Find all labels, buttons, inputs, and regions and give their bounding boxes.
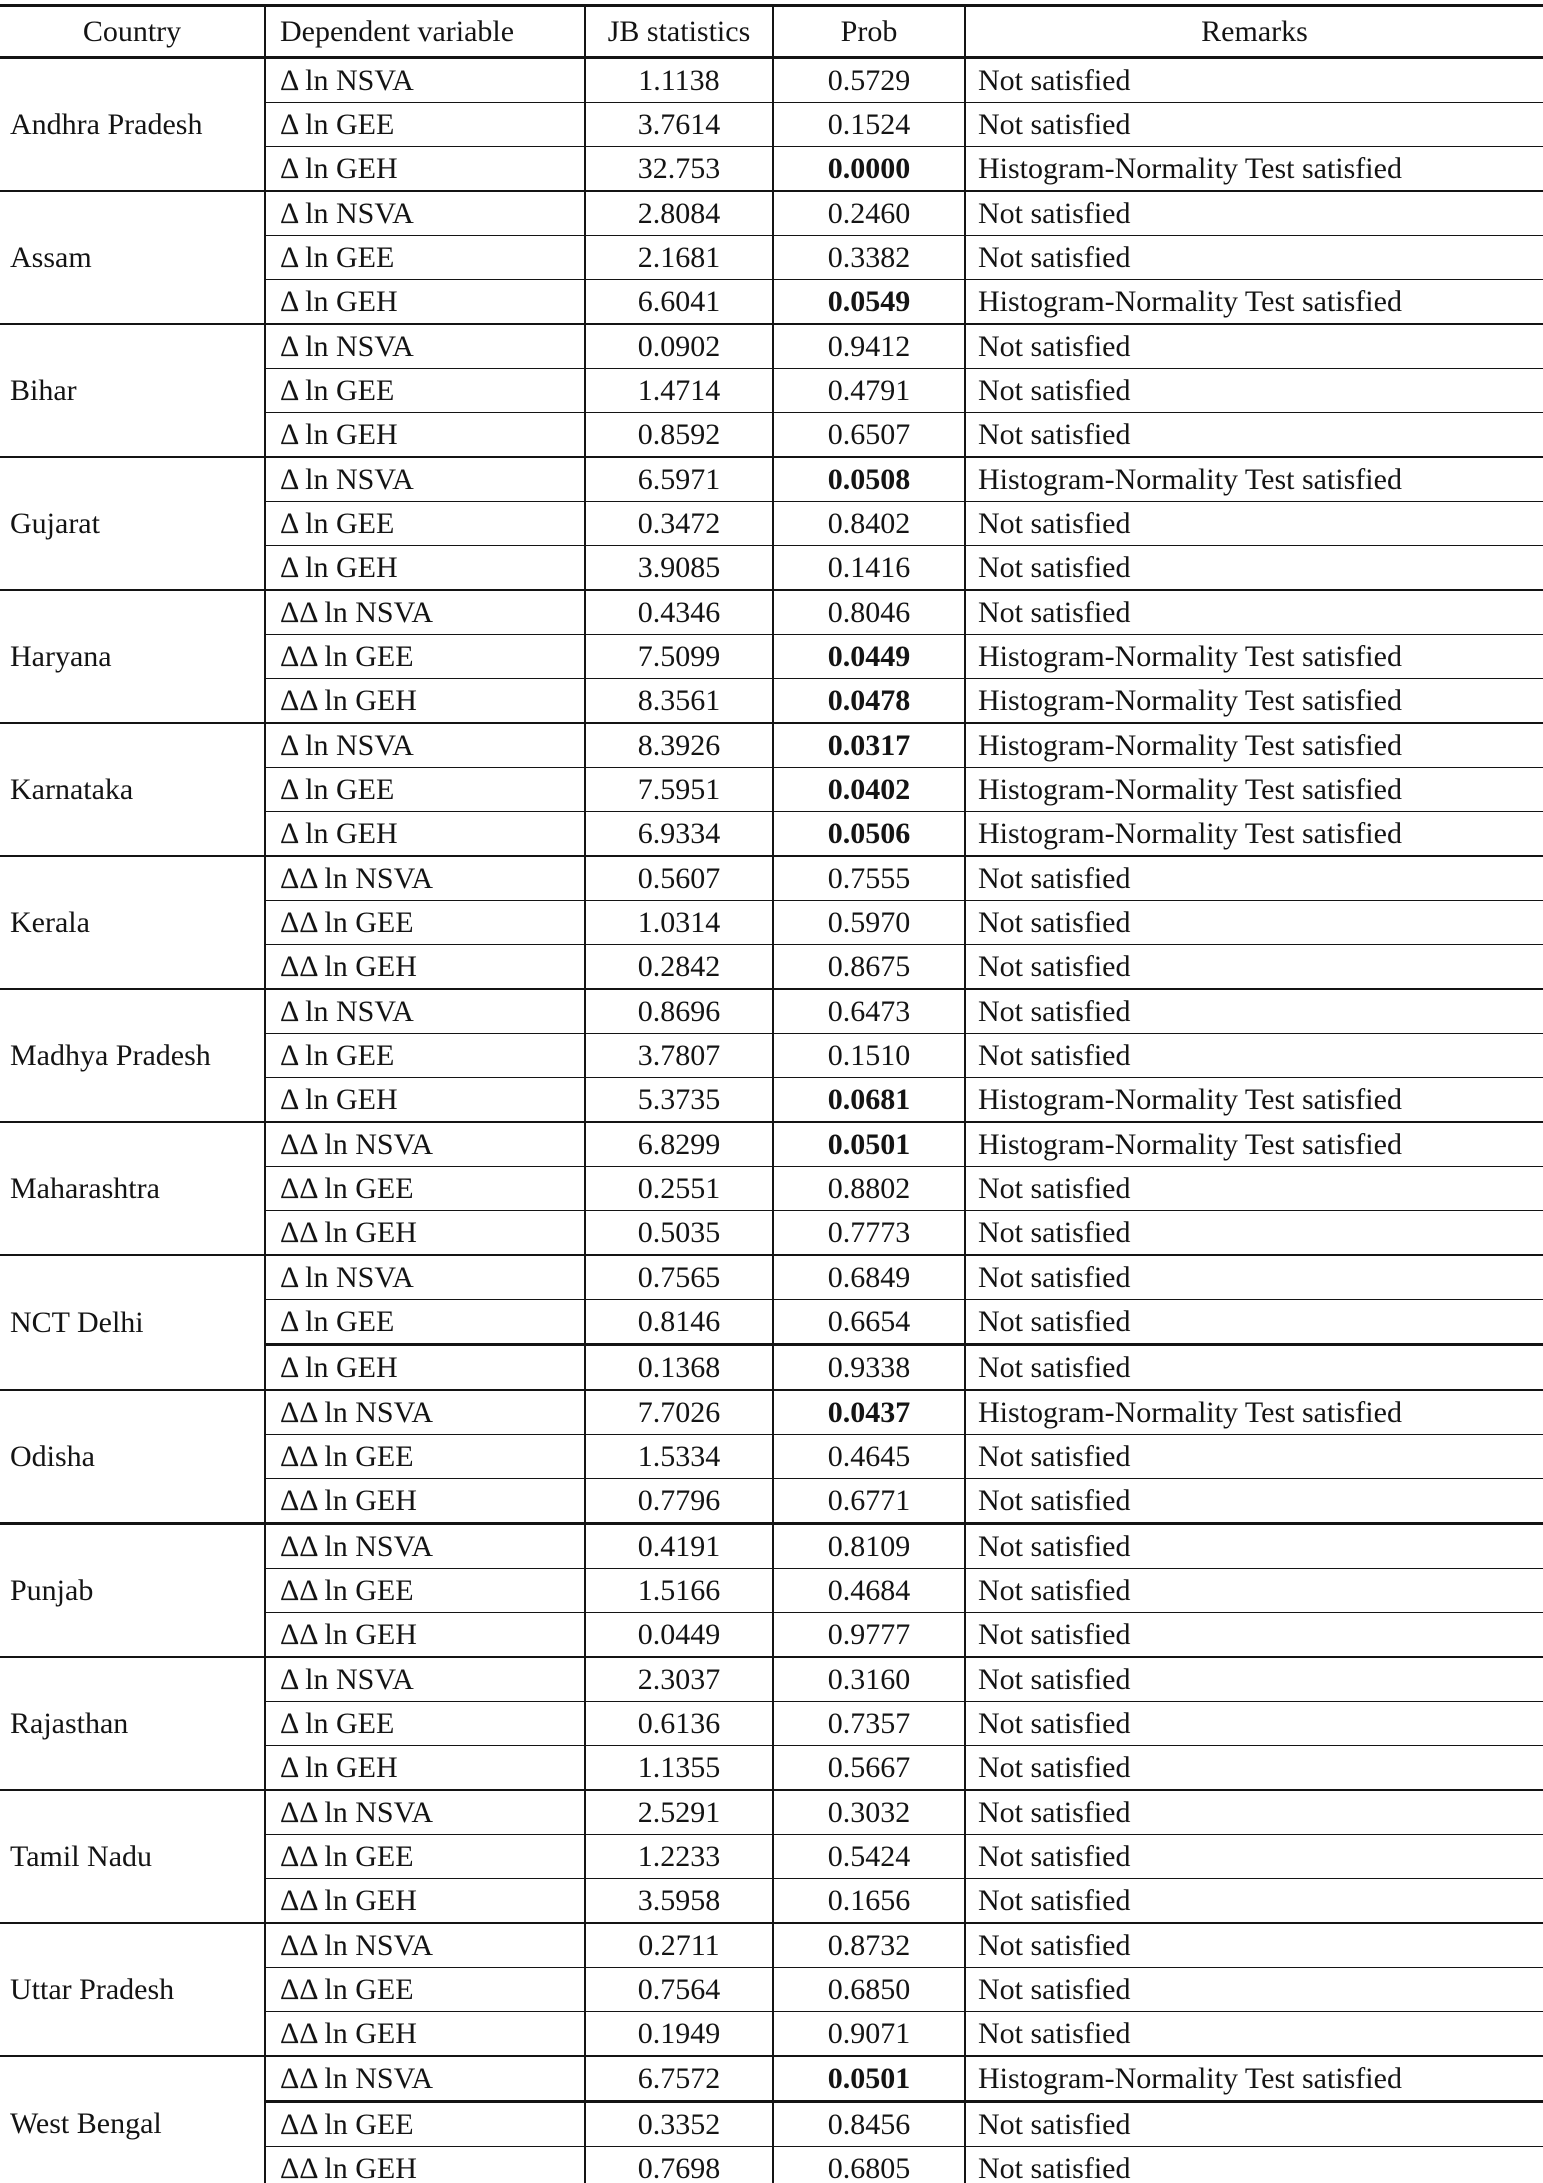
jb-statistic-cell: 0.7564 (585, 1968, 773, 2012)
dependent-variable-cell: ΔΔ ln GEE (265, 1835, 585, 1879)
dependent-variable-cell: Δ ln NSVA (265, 457, 585, 502)
remark-cell: Histogram-Normality Test satisfied (965, 723, 1543, 768)
jb-statistic-cell: 1.1355 (585, 1746, 773, 1791)
jb-statistic-cell: 0.5607 (585, 856, 773, 901)
dependent-variable-cell: ΔΔ ln NSVA (265, 590, 585, 635)
prob-cell: 0.5970 (773, 901, 965, 945)
remark-cell: Not satisfied (965, 1479, 1543, 1524)
remark-cell: Not satisfied (965, 1613, 1543, 1658)
dependent-variable-cell: ΔΔ ln GEE (265, 901, 585, 945)
remark-cell: Histogram-Normality Test satisfied (965, 2056, 1543, 2102)
country-cell: Bihar (0, 324, 265, 457)
remark-cell: Not satisfied (965, 502, 1543, 546)
dependent-variable-cell: ΔΔ ln GEH (265, 679, 585, 724)
dependent-variable-cell: ΔΔ ln GEH (265, 1879, 585, 1924)
jb-statistic-cell: 0.2842 (585, 945, 773, 990)
jb-statistic-cell: 8.3561 (585, 679, 773, 724)
dependent-variable-cell: ΔΔ ln NSVA (265, 2056, 585, 2102)
prob-cell: 0.6507 (773, 413, 965, 458)
remark-cell: Histogram-Normality Test satisfied (965, 812, 1543, 857)
dependent-variable-cell: Δ ln GEE (265, 502, 585, 546)
remark-cell: Not satisfied (965, 901, 1543, 945)
prob-cell: 0.4684 (773, 1569, 965, 1613)
prob-cell: 0.6850 (773, 1968, 965, 2012)
prob-cell: 0.1524 (773, 103, 965, 147)
remark-cell: Not satisfied (965, 1702, 1543, 1746)
country-cell: Tamil Nadu (0, 1790, 265, 1923)
jb-statistic-cell: 2.1681 (585, 236, 773, 280)
country-cell: NCT Delhi (0, 1255, 265, 1390)
dependent-variable-cell: ΔΔ ln NSVA (265, 856, 585, 901)
jb-statistic-cell: 6.9334 (585, 812, 773, 857)
remark-cell: Not satisfied (965, 945, 1543, 990)
jb-statistic-cell: 2.8084 (585, 191, 773, 236)
jb-statistic-cell: 1.5166 (585, 1569, 773, 1613)
dependent-variable-cell: Δ ln NSVA (265, 191, 585, 236)
dependent-variable-cell: Δ ln GEE (265, 103, 585, 147)
country-cell: West Bengal (0, 2056, 265, 2183)
table-row (0, 1524, 1543, 1569)
dependent-variable-cell: ΔΔ ln GEE (265, 1167, 585, 1211)
jb-statistic-cell: 32.753 (585, 147, 773, 192)
remark-cell: Not satisfied (965, 1790, 1543, 1835)
jb-statistic-cell: 3.5958 (585, 1879, 773, 1924)
jb-statistic-cell: 7.7026 (585, 1390, 773, 1435)
prob-cell: 0.7773 (773, 1211, 965, 1256)
country-cell: Haryana (0, 590, 265, 723)
country-cell: Kerala (0, 856, 265, 989)
prob-cell: 0.0549 (773, 280, 965, 325)
remark-cell: Not satisfied (965, 1034, 1543, 1078)
column-header-jb-statistics: JB statistics (585, 6, 773, 58)
dependent-variable-cell: ΔΔ ln NSVA (265, 1122, 585, 1167)
prob-cell: 0.9071 (773, 2012, 965, 2057)
prob-cell: 0.3032 (773, 1790, 965, 1835)
prob-cell: 0.0478 (773, 679, 965, 724)
table-row (0, 2056, 1543, 2102)
jb-normality-test-table (0, 4, 1543, 2183)
dependent-variable-cell: ΔΔ ln GEE (265, 1968, 585, 2012)
remark-cell: Not satisfied (965, 103, 1543, 147)
column-header-dependent-variable: Dependent variable (265, 6, 585, 58)
country-cell: Karnataka (0, 723, 265, 856)
remark-cell: Not satisfied (965, 856, 1543, 901)
jb-statistic-cell: 0.7565 (585, 1255, 773, 1300)
remark-cell: Histogram-Normality Test satisfied (965, 635, 1543, 679)
remark-cell: Not satisfied (965, 546, 1543, 591)
jb-statistic-cell: 0.8146 (585, 1300, 773, 1345)
dependent-variable-cell: ΔΔ ln NSVA (265, 1524, 585, 1569)
prob-cell: 0.4645 (773, 1435, 965, 1479)
prob-cell: 0.9338 (773, 1345, 965, 1391)
prob-cell: 0.1656 (773, 1879, 965, 1924)
table-row (0, 1255, 1543, 1300)
dependent-variable-cell: ΔΔ ln NSVA (265, 1923, 585, 1968)
table-row (0, 1923, 1543, 1968)
jb-statistic-cell: 6.5971 (585, 457, 773, 502)
country-cell: Odisha (0, 1390, 265, 1524)
dependent-variable-cell: Δ ln GEH (265, 413, 585, 458)
prob-cell: 0.8046 (773, 590, 965, 635)
jb-statistic-cell: 6.8299 (585, 1122, 773, 1167)
prob-cell: 0.6849 (773, 1255, 965, 1300)
jb-statistic-cell: 0.0902 (585, 324, 773, 369)
jb-statistic-cell: 3.7807 (585, 1034, 773, 1078)
remark-cell: Not satisfied (965, 1435, 1543, 1479)
jb-statistic-cell: 0.3472 (585, 502, 773, 546)
dependent-variable-cell: Δ ln GEH (265, 546, 585, 591)
remark-cell: Not satisfied (965, 1211, 1543, 1256)
remark-cell: Not satisfied (965, 1300, 1543, 1345)
dependent-variable-cell: Δ ln NSVA (265, 1255, 585, 1300)
remark-cell: Not satisfied (965, 2147, 1543, 2183)
dependent-variable-cell: ΔΔ ln GEH (265, 1479, 585, 1524)
dependent-variable-cell: Δ ln GEE (265, 1034, 585, 1078)
jb-statistic-cell: 7.5951 (585, 768, 773, 812)
dependent-variable-cell: Δ ln GEE (265, 768, 585, 812)
prob-cell: 0.1416 (773, 546, 965, 591)
dependent-variable-cell: ΔΔ ln GEH (265, 1211, 585, 1256)
prob-cell: 0.3160 (773, 1657, 965, 1702)
dependent-variable-cell: Δ ln NSVA (265, 324, 585, 369)
table-row (0, 457, 1543, 502)
remark-cell: Not satisfied (965, 324, 1543, 369)
remark-cell: Not satisfied (965, 2102, 1543, 2147)
table-header (0, 6, 1543, 58)
dependent-variable-cell: ΔΔ ln GEE (265, 1569, 585, 1613)
dependent-variable-cell: Δ ln GEH (265, 812, 585, 857)
prob-cell: 0.6805 (773, 2147, 965, 2183)
jb-statistic-cell: 0.4191 (585, 1524, 773, 1569)
jb-statistic-cell: 0.0449 (585, 1613, 773, 1658)
prob-cell: 0.5729 (773, 58, 965, 103)
jb-statistic-cell: 7.5099 (585, 635, 773, 679)
jb-statistic-cell: 5.3735 (585, 1078, 773, 1123)
country-cell: Rajasthan (0, 1657, 265, 1790)
prob-cell: 0.0402 (773, 768, 965, 812)
jb-statistic-cell: 0.4346 (585, 590, 773, 635)
table-row (0, 1122, 1543, 1167)
remark-cell: Not satisfied (965, 58, 1543, 103)
prob-cell: 0.8732 (773, 1923, 965, 1968)
dependent-variable-cell: ΔΔ ln NSVA (265, 1390, 585, 1435)
prob-cell: 0.0437 (773, 1390, 965, 1435)
remark-cell: Histogram-Normality Test satisfied (965, 280, 1543, 325)
jb-statistic-cell: 2.3037 (585, 1657, 773, 1702)
dependent-variable-cell: Δ ln NSVA (265, 1657, 585, 1702)
header-row (0, 6, 1543, 58)
column-header-country: Country (0, 6, 265, 58)
jb-statistic-cell: 0.5035 (585, 1211, 773, 1256)
remark-cell: Not satisfied (965, 1167, 1543, 1211)
dependent-variable-cell: ΔΔ ln GEH (265, 945, 585, 990)
jb-statistic-cell: 0.1368 (585, 1345, 773, 1391)
prob-cell: 0.8802 (773, 1167, 965, 1211)
remark-cell: Not satisfied (965, 369, 1543, 413)
table-row (0, 324, 1543, 369)
table-row (0, 191, 1543, 236)
jb-statistic-cell: 1.1138 (585, 58, 773, 103)
jb-statistic-cell: 6.7572 (585, 2056, 773, 2102)
remark-cell: Histogram-Normality Test satisfied (965, 768, 1543, 812)
country-cell: Madhya Pradesh (0, 989, 265, 1122)
column-header-remarks: Remarks (965, 6, 1543, 58)
dependent-variable-cell: ΔΔ ln GEE (265, 635, 585, 679)
prob-cell: 0.9777 (773, 1613, 965, 1658)
jb-statistic-cell: 3.7614 (585, 103, 773, 147)
remark-cell: Histogram-Normality Test satisfied (965, 457, 1543, 502)
prob-cell: 0.7357 (773, 1702, 965, 1746)
jb-statistic-cell: 1.5334 (585, 1435, 773, 1479)
prob-cell: 0.8675 (773, 945, 965, 990)
table-body (0, 58, 1543, 2183)
dependent-variable-cell: Δ ln GEH (265, 1345, 585, 1391)
remark-cell: Histogram-Normality Test satisfied (965, 1078, 1543, 1123)
jb-statistic-cell: 3.9085 (585, 546, 773, 591)
table-row (0, 989, 1543, 1034)
dependent-variable-cell: Δ ln GEH (265, 1746, 585, 1791)
jb-statistic-cell: 1.4714 (585, 369, 773, 413)
jb-statistic-cell: 0.6136 (585, 1702, 773, 1746)
jb-statistic-cell: 1.0314 (585, 901, 773, 945)
dependent-variable-cell: ΔΔ ln GEE (265, 2102, 585, 2147)
country-cell: Assam (0, 191, 265, 324)
dependent-variable-cell: ΔΔ ln GEH (265, 2147, 585, 2183)
remark-cell: Not satisfied (965, 1835, 1543, 1879)
country-cell: Punjab (0, 1524, 265, 1658)
jb-statistic-cell: 0.2551 (585, 1167, 773, 1211)
prob-cell: 0.0501 (773, 2056, 965, 2102)
prob-cell: 0.1510 (773, 1034, 965, 1078)
country-cell: Andhra Pradesh (0, 58, 265, 192)
prob-cell: 0.0681 (773, 1078, 965, 1123)
dependent-variable-cell: ΔΔ ln GEE (265, 1435, 585, 1479)
country-cell: Gujarat (0, 457, 265, 590)
dependent-variable-cell: Δ ln NSVA (265, 989, 585, 1034)
remark-cell: Not satisfied (965, 191, 1543, 236)
jb-statistic-cell: 0.8696 (585, 989, 773, 1034)
prob-cell: 0.9412 (773, 324, 965, 369)
remark-cell: Not satisfied (965, 236, 1543, 280)
remark-cell: Not satisfied (965, 2012, 1543, 2057)
table-row (0, 1657, 1543, 1702)
remark-cell: Not satisfied (965, 1255, 1543, 1300)
prob-cell: 0.6771 (773, 1479, 965, 1524)
dependent-variable-cell: Δ ln GEE (265, 369, 585, 413)
jb-statistic-cell: 0.3352 (585, 2102, 773, 2147)
dependent-variable-cell: Δ ln GEH (265, 147, 585, 192)
remark-cell: Not satisfied (965, 1746, 1543, 1791)
dependent-variable-cell: Δ ln GEE (265, 1702, 585, 1746)
jb-statistic-cell: 1.2233 (585, 1835, 773, 1879)
remark-cell: Not satisfied (965, 413, 1543, 458)
jb-statistic-cell: 0.7698 (585, 2147, 773, 2183)
remark-cell: Histogram-Normality Test satisfied (965, 147, 1543, 192)
remark-cell: Not satisfied (965, 1569, 1543, 1613)
dependent-variable-cell: Δ ln GEH (265, 1078, 585, 1123)
table-row (0, 856, 1543, 901)
column-header-prob: Prob (773, 6, 965, 58)
remark-cell: Not satisfied (965, 1923, 1543, 1968)
remark-cell: Histogram-Normality Test satisfied (965, 1390, 1543, 1435)
jb-statistic-cell: 0.2711 (585, 1923, 773, 1968)
prob-cell: 0.0449 (773, 635, 965, 679)
prob-cell: 0.6473 (773, 989, 965, 1034)
jb-statistic-cell: 0.7796 (585, 1479, 773, 1524)
remark-cell: Not satisfied (965, 590, 1543, 635)
prob-cell: 0.6654 (773, 1300, 965, 1345)
prob-cell: 0.5667 (773, 1746, 965, 1791)
table-row (0, 58, 1543, 103)
remark-cell: Not satisfied (965, 1524, 1543, 1569)
prob-cell: 0.8109 (773, 1524, 965, 1569)
table-row (0, 1390, 1543, 1435)
prob-cell: 0.4791 (773, 369, 965, 413)
jb-statistic-cell: 6.6041 (585, 280, 773, 325)
prob-cell: 0.0501 (773, 1122, 965, 1167)
dependent-variable-cell: ΔΔ ln NSVA (265, 1790, 585, 1835)
remark-cell: Not satisfied (965, 1968, 1543, 2012)
country-cell: Uttar Pradesh (0, 1923, 265, 2056)
remark-cell: Not satisfied (965, 1345, 1543, 1391)
prob-cell: 0.5424 (773, 1835, 965, 1879)
prob-cell: 0.7555 (773, 856, 965, 901)
prob-cell: 0.8456 (773, 2102, 965, 2147)
table-row (0, 1790, 1543, 1835)
remark-cell: Not satisfied (965, 1879, 1543, 1924)
jb-statistic-cell: 8.3926 (585, 723, 773, 768)
remark-cell: Not satisfied (965, 1657, 1543, 1702)
jb-statistic-cell: 2.5291 (585, 1790, 773, 1835)
dependent-variable-cell: Δ ln GEE (265, 1300, 585, 1345)
remark-cell: Histogram-Normality Test satisfied (965, 679, 1543, 724)
prob-cell: 0.0506 (773, 812, 965, 857)
prob-cell: 0.0000 (773, 147, 965, 192)
dependent-variable-cell: Δ ln NSVA (265, 58, 585, 103)
jb-statistic-cell: 0.1949 (585, 2012, 773, 2057)
dependent-variable-cell: Δ ln GEE (265, 236, 585, 280)
table-row (0, 723, 1543, 768)
prob-cell: 0.0317 (773, 723, 965, 768)
prob-cell: 0.0508 (773, 457, 965, 502)
dependent-variable-cell: ΔΔ ln GEH (265, 1613, 585, 1658)
dependent-variable-cell: Δ ln NSVA (265, 723, 585, 768)
remark-cell: Histogram-Normality Test satisfied (965, 1122, 1543, 1167)
country-cell: Maharashtra (0, 1122, 265, 1255)
dependent-variable-cell: ΔΔ ln GEH (265, 2012, 585, 2057)
remark-cell: Not satisfied (965, 989, 1543, 1034)
dependent-variable-cell: Δ ln GEH (265, 280, 585, 325)
prob-cell: 0.8402 (773, 502, 965, 546)
table-row (0, 590, 1543, 635)
jb-statistic-cell: 0.8592 (585, 413, 773, 458)
prob-cell: 0.2460 (773, 191, 965, 236)
prob-cell: 0.3382 (773, 236, 965, 280)
